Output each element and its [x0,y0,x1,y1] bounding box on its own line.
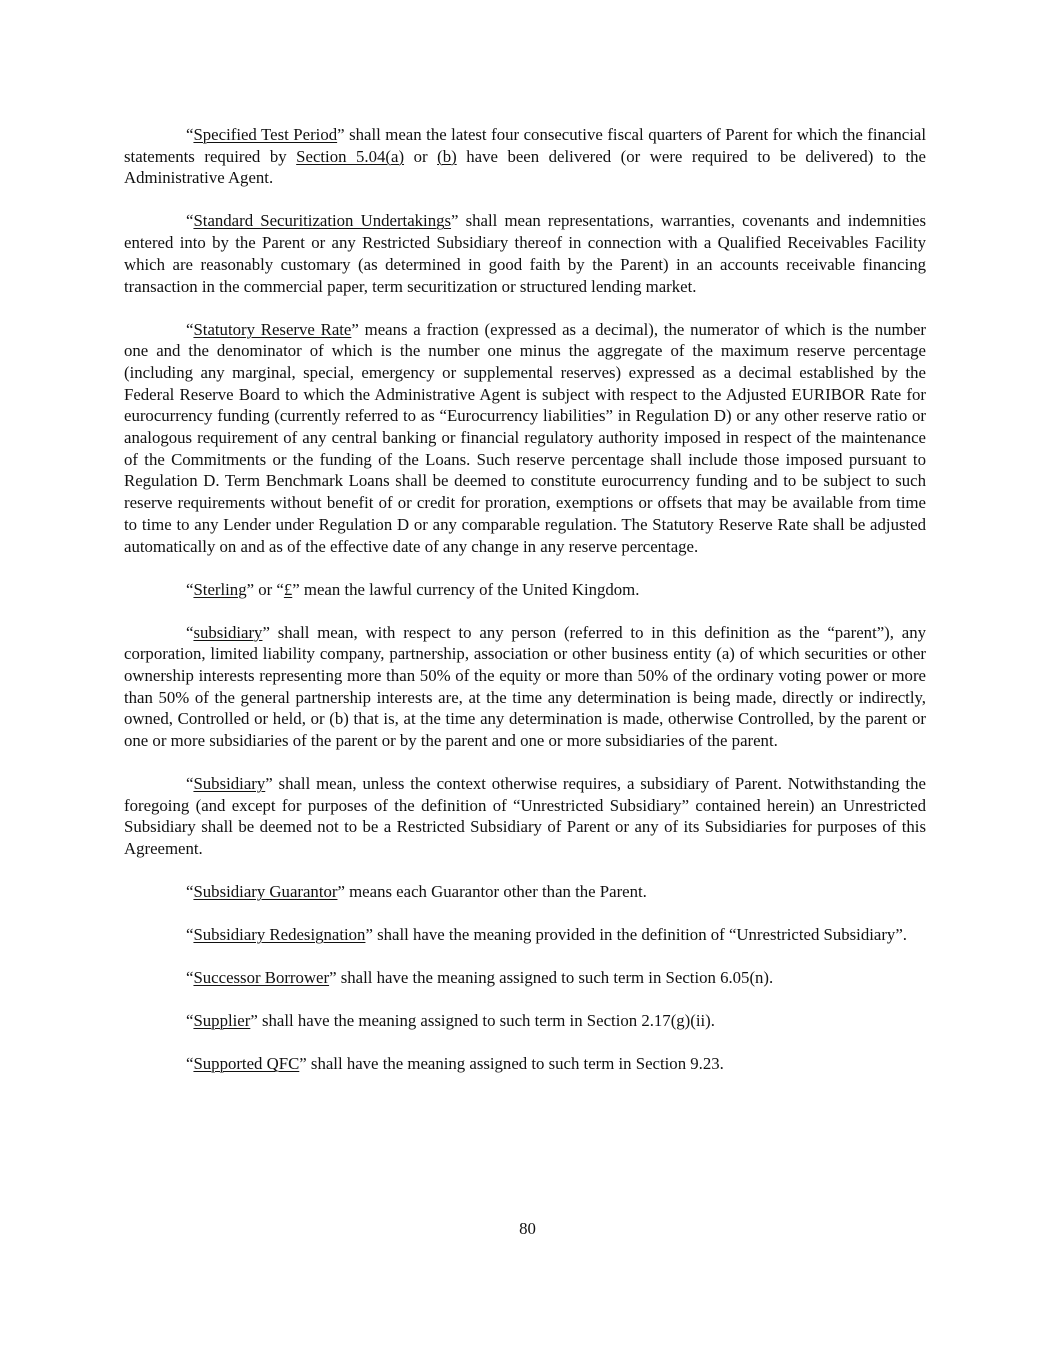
definition-specified-test-period: “Specified Test Period” shall mean the latest four consecutive fiscal quarters of Parent for which the financial statements required by Section 5.04(a) or (b) have been delivered (or were required to be delivered) to the Administrative Agent. [124,125,927,188]
definition-supported-qfc: “Supported QFC” shall have the meaning assigned to such term in Section 9.23. [186,1054,724,1074]
document-body [124,124,926,1096]
definition-subsidiary-lowercase: “subsidiary” shall mean, with respect to any person (referred to in this definition as the “parent”), any corporation, limited liability company, partnership, association or other business entity (a) of which securities or other ownership interests representing more than 50% of the equity or more than 50% of the ordinary voting power or more than 50% of the general partnership interests are, at the time any determination is being made, directly or indirectly, owned, Controlled or held, or (b) that is, at the time any determination is made, otherwise Controlled, by the parent or one or more subsidiaries of the parent or by the parent and one or more subsidiaries of the parent. [124,622,926,751]
definition-text: shall mean, with respect to any person (referred to in this definition as the “parent”), any corporation, limited liability company, partnership, association or other business entity (a) of which securities or other ownership interests representing more than 50% of the equity or more than 50% of the ordinary voting power or more than 50% of the general partnership interests are, at the time any determination is being made, directly or indirectly, owned, Controlled or held, or (b) that is, at the time any determination is made, otherwise Controlled, by the parent or one or more subsidiaries of the parent or by the parent and one or more subsidiaries of the parent. [124,622,926,751]
definition-text: shall have the meaning assigned to such term in Section 9.23. [306,1054,724,1074]
definition-text: shall mean the latest four consecutive fiscal quarters of Parent for which the financial statements required by [124,125,927,166]
defined-term: Subsidiary Guarantor [193,882,338,902]
definition-statutory-reserve-rate: “Statutory Reserve Rate” means a fraction (expressed as a decimal), the numerator of which is the number one and the denominator of which is the number one minus the aggregate of the maximum reserve percentage (including any marginal, special, emergency or supplemental reserves) expressed as a decimal established by the Federal Reserve Board to which the Administrative Agent is subject with respect to the Adjusted EURIBOR Rate for eurocurrency funding (currently referred to as “Eurocurrency liabilities” in Regulation D) or any other reserve ratio or analogous requirement of any central banking or financial regulatory authority imposed in respect of the maintenance of the Commitments or the funding of the Loans. Such reserve percentage shall include those imposed pursuant to Regulation D. Term Benchmark Loans shall be deemed to constitute eurocurrency funding and to be subject to such reserve requirements without benefit of or credit for proration, exemptions or offsets that may be available from time to time to any Lender under Regulation D or any comparable regulation. The Statutory Reserve Rate shall be adjusted automatically on and as of the effective date of any change in any reserve percentage. [124,319,927,556]
definition-text: shall mean representations, warranties, covenants and indemnities entered into by the Parent or any Restricted Subsidiary thereof in connection with a Qualified Receivables Facility which are reasonably customary (as determined in good faith by the Parent) in an accounts receivable financing transaction in the commercial paper, term securitization or structured lending market. [124,211,926,296]
definition-supplier: “Supplier” shall have the meaning assigned to such term in Section 2.17(g)(ii). [186,1011,715,1031]
section-reference: (b) [437,146,457,166]
defined-term: subsidiary [193,622,263,642]
defined-term: Successor Borrower [193,968,330,988]
defined-term: Sterling [193,579,247,599]
definition-subsidiary-redesignation: “Subsidiary Redesignation” shall have the meaning provided in the definition of “Unrestricted Subsidiary”. [186,925,907,945]
defined-term: Supplier [193,1011,251,1031]
definition-subsidiary-guarantor: “Subsidiary Guarantor” means each Guarantor other than the Parent. [186,882,647,902]
defined-term: £ [283,579,293,599]
definition-text: means each Guarantor other than the Parent. [344,882,647,902]
definition-text: shall have the meaning provided in the definition of “Unrestricted Subsidiary”. [372,925,907,945]
defined-term: Supported QFC [193,1054,300,1074]
definition-text: shall have the meaning assigned to such term in Section 2.17(g)(ii). [257,1011,715,1031]
definition-standard-securitization-undertakings: “Standard Securitization Undertakings” shall mean representations, warranties, covenants and indemnities entered into by the Parent or any Restricted Subsidiary thereof in connection with a Qualified Receivables Facility which are reasonably customary (as determined in good faith by the Parent) in an accounts receivable financing transaction in the commercial paper, term securitization or structured lending market. [124,211,926,296]
definition-text: means a fraction (expressed as a decimal), the numerator of which is the number one and the denominator of which is the number one minus the aggregate of the maximum reserve percentage (including any marginal, special, emergency or supplemental reserves) expressed as a decimal established by the Federal Reserve Board to which the Administrative Agent is subject with respect to the Adjusted EURIBOR Rate for eurocurrency funding (currently referred to as “Eurocurrency liabilities” in Regulation D) or any other reserve ratio or analogous requirement of any central banking or financial regulatory authority imposed in respect of the maintenance of the Commitments or the funding of the Loans. Such reserve percentage shall include those imposed pursuant to Regulation D. Term Benchmark Loans shall be deemed to constitute eurocurrency funding and to be subject to such reserve requirements without benefit of or credit for proration, exemptions or offsets that may be available from time to time to any Lender under Regulation D or any comparable regulation. The Statutory Reserve Rate shall be adjusted automatically on and as of the effective date of any change in any reserve percentage. [124,319,927,556]
defined-term: Statutory Reserve Rate [193,319,352,339]
defined-term: Subsidiary [193,774,266,794]
definition-text: shall mean, unless the context otherwise requires, a subsidiary of Parent. Notwithstanding the foregoing (and except for purposes of the definition of “Unrestricted Subsidiary” contained herein) an Unrestricted Subsidiary shall be deemed not to be a Restricted Subsidiary of Parent or any of its Subsidiaries for purposes of this Agreement. [124,774,926,859]
definition-text: shall have the meaning assigned to such term in Section 6.05(n). [336,968,774,988]
defined-term: Specified Test Period [193,125,338,144]
section-reference: Section 5.04(a) [296,146,405,166]
definition-text: ” mean the lawful currency of the United Kingdom. [292,579,640,599]
definition-successor-borrower: “Successor Borrower” shall have the meaning assigned to such term in Section 6.05(n). [186,968,774,988]
definition-text: or [404,146,438,166]
definition-text: have been delivered (or were required to be delivered) to the Administrative Agent. [124,146,926,188]
definition-sterling: “Sterling” or “£” mean the lawful currency of the United Kingdom. [186,579,640,599]
defined-term: Subsidiary Redesignation [193,925,366,945]
page-number: 80 [519,1219,536,1238]
definition-subsidiary-capitalized: “Subsidiary” shall mean, unless the context otherwise requires, a subsidiary of Parent. Notwithstanding the foregoing (and except for purposes of the definition of “Unrestricted Subsidiary” contained herein) an Unrestricted Subsidiary shall be deemed not to be a Restricted Subsidiary of Parent or any of its Subsidiaries for purposes of this Agreement. [124,774,926,859]
definition-text: or “ [254,579,284,599]
defined-term: Standard Securitization Undertakings [193,211,452,231]
